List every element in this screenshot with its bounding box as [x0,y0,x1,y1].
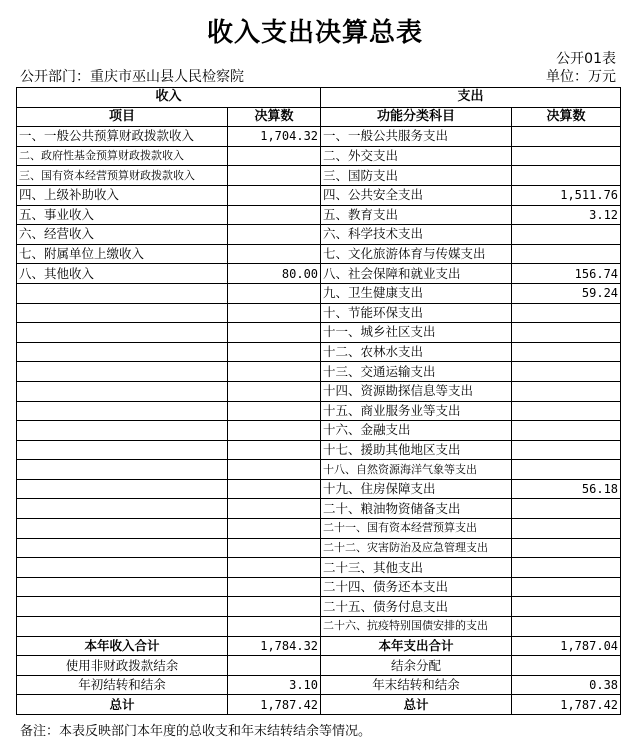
table-row [17,617,621,637]
unit-label: 单位：万元 [546,69,616,85]
summary-expense-amount: 1,787.04 [512,636,621,656]
income-item: 四、上级补助收入 [17,185,228,205]
income-item [17,617,228,637]
income-amount [228,362,321,382]
expense-item: 十六、金融支出 [321,421,512,441]
income-item [17,519,228,539]
table-row [17,127,621,147]
income-amount [228,166,321,186]
form-number: 公开01表 [556,51,616,67]
income-item [17,283,228,303]
expense-item: 二十三、其他支出 [321,558,512,578]
expense-item: 十九、住房保障支出 [321,479,512,499]
table-row [17,323,621,343]
income-item [17,323,228,343]
table-body [17,127,621,636]
expense-amount: 59.24 [512,283,621,303]
expense-amount [512,244,621,264]
table-row [17,303,621,323]
expense-item: 二十二、灾害防治及应急管理支出 [321,538,512,558]
budget-summary-table [16,87,621,715]
summary-income-label: 本年收入合计 [17,636,228,656]
expense-amount [512,617,621,637]
income-amount [228,342,321,362]
income-item [17,421,228,441]
expense-item: 三、国防支出 [321,166,512,186]
income-item [17,362,228,382]
income-amount [228,597,321,617]
income-item [17,577,228,597]
income-amount [228,421,321,441]
expense-amount [512,127,621,147]
expense-amount [512,519,621,539]
table-row [17,146,621,166]
expense-item: 二十一、国有资本经营预算支出 [321,519,512,539]
income-item: 一、一般公共预算财政拨款收入 [17,127,228,147]
expense-amount [512,381,621,401]
table-row [17,381,621,401]
income-amount: 1,704.32 [228,127,321,147]
summary-income-amount: 1,787.42 [228,695,321,715]
income-section-header: 收入 [17,88,321,108]
income-item: 七、附属单位上缴收入 [17,244,228,264]
income-amount [228,323,321,343]
expense-amount [512,460,621,480]
expense-amount [512,597,621,617]
expense-amount: 156.74 [512,264,621,284]
table-row [17,205,621,225]
income-amount [228,185,321,205]
income-amount [228,519,321,539]
expense-amount [512,323,621,343]
table-row [17,421,621,441]
income-item: 八、其他收入 [17,264,228,284]
income-amount [228,381,321,401]
expense-item: 二十六、抗疫特别国债安排的支出 [321,617,512,637]
income-item [17,440,228,460]
expense-item: 二十四、债务还本支出 [321,577,512,597]
expense-item: 二十五、债务付息支出 [321,597,512,617]
expense-item: 五、教育支出 [321,205,512,225]
department-label: 公开部门：重庆市巫山县人民检察院 [20,69,244,85]
expense-amount [512,303,621,323]
income-item [17,381,228,401]
summary-row [17,656,621,676]
table-row [17,342,621,362]
expense-amount [512,225,621,245]
table-row [17,538,621,558]
table-row [17,577,621,597]
expense-amount [512,499,621,519]
table-row [17,519,621,539]
summary-expense-amount [512,656,621,676]
summary-row [17,695,621,715]
expense-item: 二、外交支出 [321,146,512,166]
table-row [17,479,621,499]
summary-income-amount: 3.10 [228,675,321,695]
expense-amount [512,538,621,558]
summary-expense-amount: 0.38 [512,675,621,695]
table-row [17,362,621,382]
summary-income-amount [228,656,321,676]
income-amount [228,499,321,519]
table-row [17,264,621,284]
summary-expense-label: 年末结转和结余 [321,675,512,695]
summary-row [17,636,621,656]
income-item [17,342,228,362]
expense-amount [512,558,621,578]
table-row [17,597,621,617]
table-row [17,460,621,480]
expense-item: 十三、交通运输支出 [321,362,512,382]
col-header-amount2: 决算数 [512,107,621,127]
expense-amount [512,342,621,362]
expense-item: 十、节能环保支出 [321,303,512,323]
table-row [17,499,621,519]
table-row [17,283,621,303]
income-amount [228,538,321,558]
income-amount [228,558,321,578]
summary-expense-amount: 1,787.42 [512,695,621,715]
income-amount [228,244,321,264]
income-item [17,558,228,578]
expense-item: 六、科学技术支出 [321,225,512,245]
summary-income-amount: 1,784.32 [228,636,321,656]
expense-item: 二十、粮油物资储备支出 [321,499,512,519]
expense-item: 十一、城乡社区支出 [321,323,512,343]
expense-amount [512,440,621,460]
summary-row [17,675,621,695]
income-amount [228,577,321,597]
table-row [17,558,621,578]
expense-item: 八、社会保障和就业支出 [321,264,512,284]
expense-amount [512,146,621,166]
income-item: 六、经营收入 [17,225,228,245]
income-amount [228,283,321,303]
income-item: 二、政府性基金预算财政拨款收入 [17,146,228,166]
income-amount [228,479,321,499]
summary-income-label: 使用非财政拨款结余 [17,656,228,676]
expense-amount [512,362,621,382]
income-amount [228,303,321,323]
footnote: 备注：本表反映部门本年度的总收支和年末结转结余等情况。 [20,724,372,739]
summary-income-label: 总计 [17,695,228,715]
table-row [17,185,621,205]
table-row [17,225,621,245]
expense-amount: 56.18 [512,479,621,499]
col-header-amount: 决算数 [228,107,321,127]
income-item: 三、国有资本经营预算财政拨款收入 [17,166,228,186]
page-title: 收入支出决算总表 [206,18,423,48]
expense-item: 七、文化旅游体育与传媒支出 [321,244,512,264]
expense-item: 十八、自然资源海洋气象等支出 [321,460,512,480]
expense-amount: 1,511.76 [512,185,621,205]
income-amount [228,205,321,225]
expense-item: 四、公共安全支出 [321,185,512,205]
summary-income-label: 年初结转和结余 [17,675,228,695]
expense-amount: 3.12 [512,205,621,225]
col-header-func-item: 功能分类科目 [321,107,512,127]
income-item [17,538,228,558]
summary-expense-label: 结余分配 [321,656,512,676]
income-item [17,499,228,519]
expense-item: 十七、援助其他地区支出 [321,440,512,460]
expense-amount [512,577,621,597]
table-row [17,440,621,460]
table-row [17,401,621,421]
table-row [17,166,621,186]
expense-item: 九、卫生健康支出 [321,283,512,303]
income-item [17,479,228,499]
income-amount [228,617,321,637]
income-item: 五、事业收入 [17,205,228,225]
expense-amount [512,421,621,441]
income-item [17,303,228,323]
summary-expense-label: 总计 [321,695,512,715]
summary-expense-label: 本年支出合计 [321,636,512,656]
income-item [17,597,228,617]
expense-item: 十二、农林水支出 [321,342,512,362]
income-item [17,460,228,480]
col-header-item: 项目 [17,107,228,127]
table-row [17,244,621,264]
table-summary [17,636,621,714]
expense-amount [512,401,621,421]
income-amount [228,460,321,480]
expense-section-header: 支出 [321,88,621,108]
expense-amount [512,166,621,186]
income-amount [228,225,321,245]
income-amount [228,440,321,460]
income-amount: 80.00 [228,264,321,284]
income-item [17,401,228,421]
expense-item: 一、一般公共服务支出 [321,127,512,147]
expense-item: 十四、资源勘探信息等支出 [321,381,512,401]
expense-item: 十五、商业服务业等支出 [321,401,512,421]
income-amount [228,146,321,166]
income-amount [228,401,321,421]
